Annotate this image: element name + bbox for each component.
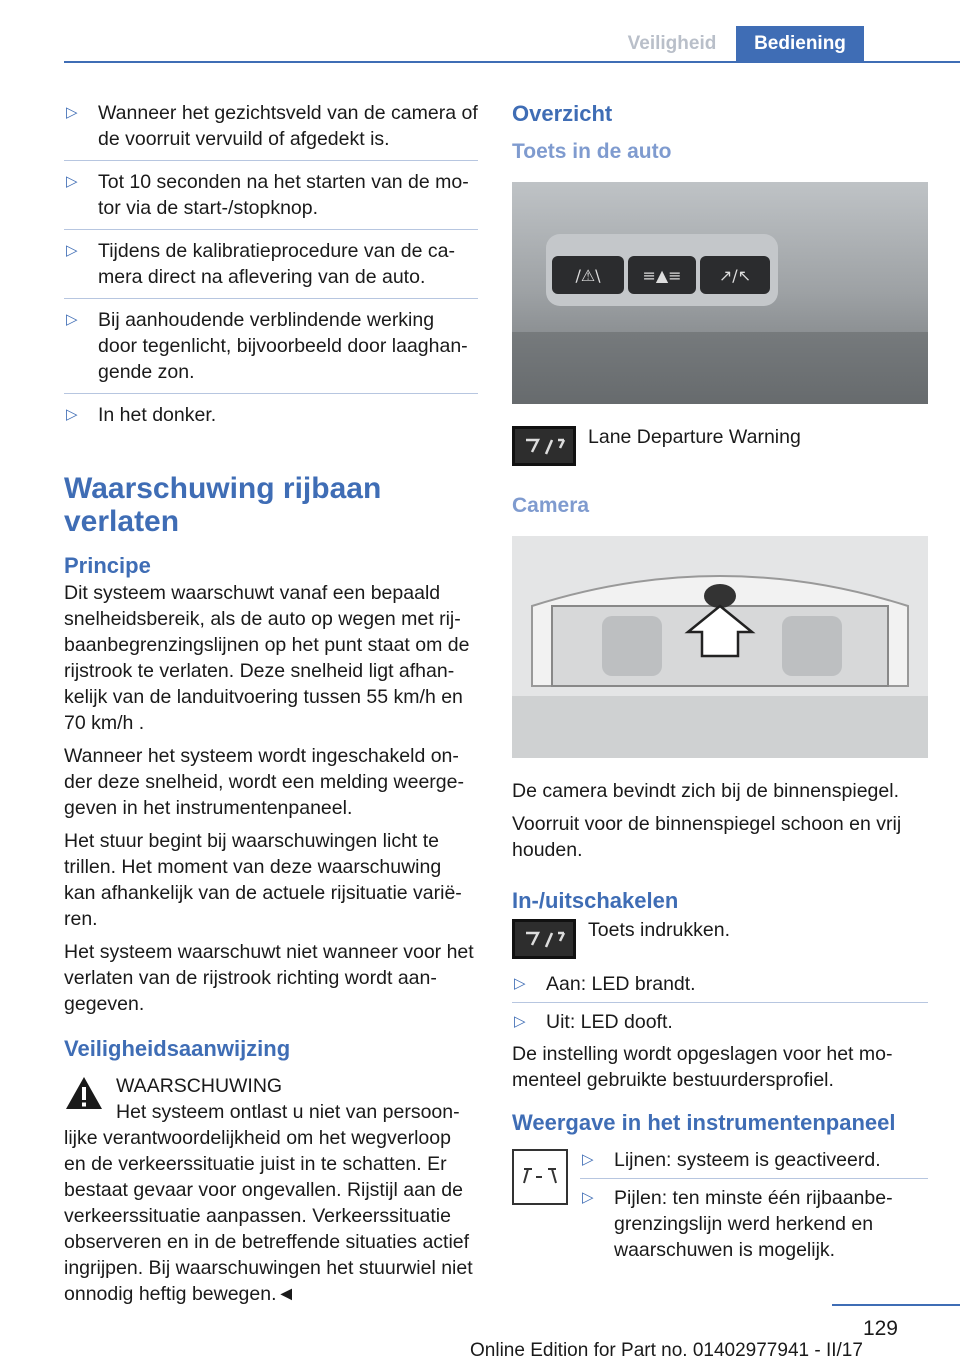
tab-bediening[interactable]: Bediening [736, 26, 864, 63]
switch-heading: In-/uitschakelen [512, 888, 679, 913]
camera-heading: Camera [512, 494, 590, 517]
principle-heading: Principe [64, 553, 151, 578]
warning-label: WAARSCHUWING [116, 1075, 283, 1097]
svg-text:≡▲≡: ≡▲≡ [642, 266, 682, 285]
list-item: ▷ Tijdens de kalibratieprocedure van de ca-mera direct na aflevering van de auto. [64, 238, 478, 299]
display-list [580, 1147, 928, 1266]
camera-photo [512, 536, 928, 758]
list-item: ▷ In het donker. [66, 404, 217, 426]
section-title: Waarschuwing rijbaan verlaten [64, 472, 382, 538]
warning-text-first: Het systeem ontlast u niet van persoon- [116, 1101, 460, 1123]
bullet-triangle-icon: ▷ [66, 311, 78, 328]
lane-warning-key-row [512, 424, 928, 468]
page-number: 129 [862, 1317, 898, 1340]
bullet-triangle-icon: ▷ [66, 242, 78, 259]
tab-veiligheid[interactable]: Veiligheid [627, 33, 717, 54]
condition-list [64, 100, 478, 436]
list-item: ▷ Uit: LED dooft. [514, 1011, 673, 1033]
switch-key-row [512, 917, 928, 961]
switch-list [512, 971, 928, 1038]
lane-departure-key-icon[interactable] [512, 426, 576, 466]
safety-heading: Veiligheidsaanwijzing [64, 1036, 291, 1061]
car-buttons-photo [512, 182, 928, 404]
list-item: ▷ Wanneer het gezichtsveld van de camera of de voorruit vervuild of afgedekt is. [64, 100, 478, 161]
display-block [512, 1147, 928, 1266]
edition-note: Online Edition for Part no. 01402977941 - II/17 [470, 1340, 863, 1361]
paragraph: Dit systeem waarschuwt vanaf een bepaald snelheidsbereik, als de auto op wegen met rij-baanbegrenzingslijnen op het punt staat om de rijstrook te verlaten. Deze snelheid ligt afhan-kelijk van de landuitvoering tussen 55 km/h en 70 km/h . [64, 582, 470, 734]
paragraph: Het stuur begint bij waarschuwingen licht te trillen. Het moment van deze waarschuwing kan afhankelijk van de actuele rijsituatie varië-ren. [64, 830, 462, 930]
bullet-triangle-icon: ▷ [66, 173, 78, 190]
list-item: ▷ Tot 10 seconden na het starten van de mo-tor via de start-/stopknop. [64, 169, 478, 230]
bullet-triangle-icon: ▷ [514, 1013, 526, 1030]
paragraph: Voorruit voor de binnenspiegel schoon en vrij houden. [512, 813, 902, 861]
lane-lines-indicator-icon [512, 1149, 568, 1205]
paragraph: Het systeem waarschuwt niet wanneer voor het verlaten van de rijstrook richting wordt aan-gegeven. [64, 941, 474, 1015]
svg-text:/⚠\: /⚠\ [575, 266, 601, 285]
warning-text: lijke verantwoordelijkheid om het wegverloop en de verkeerssituatie juist in te schatten. Er bestaat gevaar voor ongevallen. Rijstijl aan de verkeerssituatie aanpassen. Verkeerssituatie observeren en in de betreffende situaties actief ingrijpen. Bij waarschuwingen het stuurwiel niet onnodig heftig bewegen.◄ [64, 1127, 473, 1305]
left-column [64, 100, 478, 1307]
bullet-triangle-icon: ▷ [66, 406, 78, 423]
list-item: ▷ Pijlen: ten minste één rijbaanbe-grenzingslijn werd herkend en waarschuwen is mogelijk. [582, 1187, 893, 1261]
lane-departure-key-icon[interactable] [512, 919, 576, 959]
switch-instruction: Toets indrukken. [588, 919, 730, 941]
overview-heading: Overzicht [512, 101, 613, 126]
svg-text:↗/↖: ↗/↖ [718, 266, 752, 285]
bullet-triangle-icon: ▷ [582, 1151, 594, 1168]
list-item: ▷ Bij aanhoudende verblindende werking door tegenlicht, bijvoorbeeld door laaghan-gende zon. [64, 307, 478, 394]
right-column [512, 100, 928, 1269]
paragraph: Wanneer het systeem wordt ingeschakeld on-der deze snelheid, wordt een melding weerge-geven in het instrumentenpaneel. [64, 745, 464, 819]
warning-block [64, 1073, 478, 1307]
footer-rule [832, 1304, 960, 1306]
key-label: Lane Departure Warning [588, 426, 801, 448]
list-item: ▷ Aan: LED brandt. [512, 971, 928, 1003]
bullet-triangle-icon: ▷ [66, 104, 78, 121]
warning-triangle-icon [64, 1075, 104, 1111]
bullet-triangle-icon: ▷ [582, 1189, 594, 1206]
display-heading: Weergave in het instrumentenpaneel [512, 1110, 896, 1135]
list-item: ▷ Lijnen: systeem is geactiveerd. [580, 1147, 928, 1179]
header-rule [64, 61, 960, 63]
bullet-triangle-icon: ▷ [514, 975, 526, 992]
paragraph: De instelling wordt opgeslagen voor het mo-menteel gebruikte bestuurdersprofiel. [512, 1043, 893, 1091]
paragraph: De camera bevindt zich bij de binnenspiegel. [512, 780, 899, 802]
button-heading: Toets in de auto [512, 140, 672, 163]
